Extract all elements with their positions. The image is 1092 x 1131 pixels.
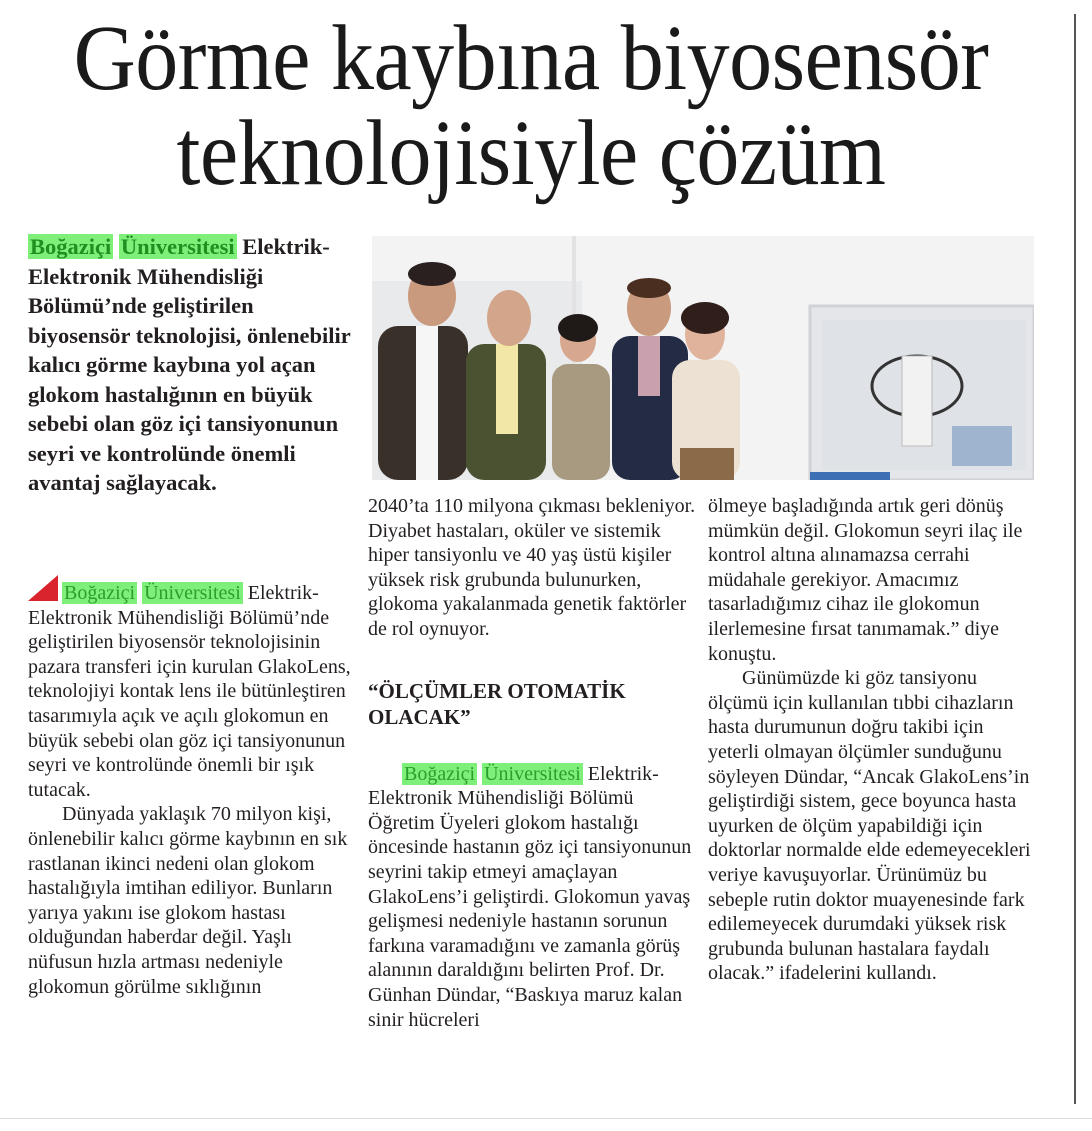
headline bbox=[0, 5, 1062, 205]
photo-person-1-hair bbox=[408, 262, 456, 286]
photo-person-5-hair bbox=[681, 302, 729, 334]
photo-microscope bbox=[902, 356, 932, 446]
paragraph-text: Elektrik-Elektronik Mühendisliği Bölümü’nde geliştirilen biyosensör teknolojisinin pazara transferi için kurulan GlakoLens, teknolojiyi kontak lens ile bütünleştiren tasarımıyla açık ve açılı glokomun en büyük sebebi olan göz içi tansiyonunun seyri ve kontrolünde önemli bir ışık tutacak. bbox=[28, 582, 351, 801]
paragraph: Dünyada yaklaşık 70 milyon kişi, önlenebilir kalıcı görme kaybının en sık rastlanan ikinci nedeni olan glokom hastalığıyla imtihan ediliyor. Bunların yarıya yakını ise glokom hastası olduğundan haberdar değil. Yaşlı nüfusun hızla artması nedeniyle glokomun görülme sıklığının bbox=[28, 803, 348, 998]
column-1 bbox=[28, 575, 358, 999]
highlighted-term: Boğaziçi bbox=[404, 762, 476, 785]
column-2 bbox=[368, 494, 698, 1032]
photo-person-3-hair bbox=[558, 314, 598, 342]
headline-line-2: teknolojisiyle çözüm bbox=[176, 100, 886, 205]
photo-device-panel bbox=[952, 426, 1012, 466]
paragraph: Günümüzde ki göz tansiyonu ölçümü için kullanılan tıbbi cihazların hasta durumunun doğru takibi için yeterli olmayan ölçümler sunduğunu söyleyen Dündar, “Ancak GlakoLens’in geliştirdiği sistem, gece boyunca hasta uyurken de ölçüm yapabildiği için doktorlar normalde elde edemeyecekleri veriye kavuşuyorlar. Ürünümüz bu sebeple rutin doktor muayenesinde fark edilemeyecek durumdaki yüksek risk grubunda bulunan hastalara faydalı olacak.” ifadelerini kullandı. bbox=[708, 667, 1031, 985]
photo-person-5-trousers bbox=[680, 448, 734, 480]
paragraph bbox=[28, 575, 358, 802]
highlighted-term: Üniversitesi bbox=[144, 582, 241, 604]
photo-person-4-hair bbox=[627, 278, 671, 298]
headline-line-1: Görme kaybına biyosensör bbox=[73, 5, 989, 110]
subheading: “ÖLÇÜMLER OTOMATİK OLACAK” bbox=[368, 678, 626, 729]
highlighted-term: Boğaziçi bbox=[30, 234, 112, 259]
photo-enclosure-base bbox=[810, 472, 890, 480]
highlighted-term: Üniversitesi bbox=[484, 762, 581, 785]
photo-person-2-shirt bbox=[496, 344, 518, 434]
photo-person-2-face bbox=[487, 290, 531, 346]
page-bottom-border bbox=[0, 1118, 1092, 1119]
paragraph: ölmeye başladığında artık geri dönüş mümkün değil. Glokomun seyri ilaç ile kontrol altına alınamazsa cerrahi müdahale gerekiyor. Amacımız tasarladığımız cihaz ile glokomun ilerlemesine fırsat tanımamak.” diye konuştu. bbox=[708, 495, 1023, 665]
lead-text: Elektrik-Elektronik Mühendisliği Bölümü’nde geliştirilen biyosensör teknolojisi, önlenebilir kalıcı görme kaybına yol açan glokom hastalığının en büyük sebebi olan göz içi tansiyonunun seyri ve kontrolünde önemli avantaj sağlayacak. bbox=[28, 234, 351, 495]
column-3 bbox=[708, 494, 1038, 986]
lead-paragraph bbox=[28, 232, 358, 498]
paragraph: 2040’ta 110 milyona çıkması bekleniyor. Diyabet hastaları, oküler ve sistemik hiper tansiyonlu ve 40 yaş üstü kişiler yüksek risk grubunda bulunurken, glokoma yakalanmada genetik faktörler de rol oynuyor. bbox=[368, 495, 696, 640]
paragraph bbox=[368, 762, 698, 1033]
photo-person-3 bbox=[552, 364, 610, 480]
column-rule bbox=[1074, 14, 1076, 1104]
red-triangle-icon bbox=[28, 575, 58, 601]
photo-person-4-shirt bbox=[638, 336, 660, 396]
photo-illustration bbox=[372, 236, 1034, 480]
paragraph-text: Elektrik-Elektronik Mühendisliği Bölümü Öğretim Üyeleri glokom hastalığı öncesinde hastanın göz içi tansiyonunun seyrini takip etmeyi amaçlayan GlakoLens’i geliştirdi. Glokomun yavaş gelişmesi nedeniyle hastanın sorunun farkına varamadığını ve zamanla görüş alanının daraldığını belirten Prof. Dr. Günhan Dündar, “Baskıya maruz kalan sinir hücreleri bbox=[368, 762, 692, 1031]
photo-person-1-shirt bbox=[416, 326, 438, 480]
highlighted-term: Boğaziçi bbox=[64, 582, 136, 604]
article-photo bbox=[372, 236, 1034, 480]
highlighted-term: Üniversitesi bbox=[120, 234, 235, 259]
